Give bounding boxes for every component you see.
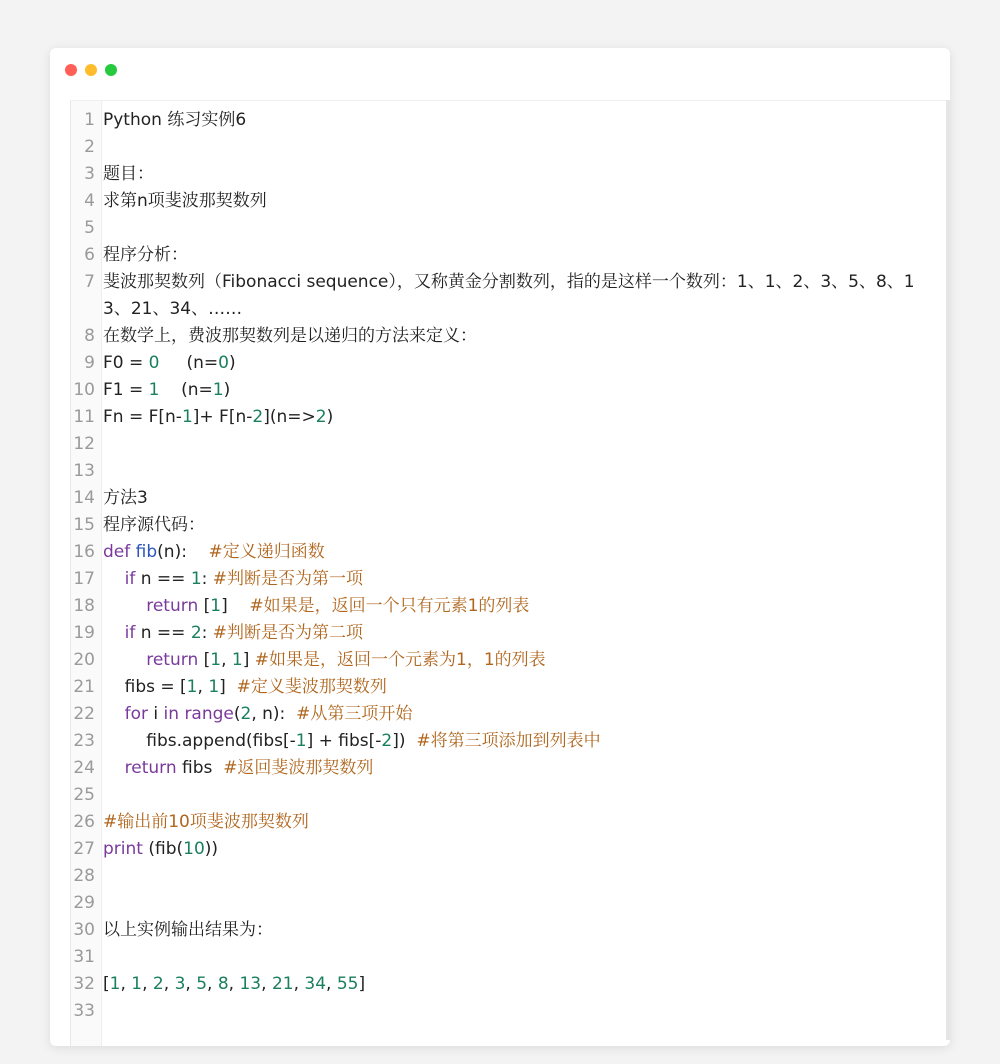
code-line bbox=[71, 971, 931, 998]
keyword-token: if bbox=[124, 569, 136, 589]
line-content bbox=[101, 890, 931, 917]
number-token: 2 bbox=[315, 407, 327, 427]
text-token: n == bbox=[135, 569, 191, 589]
keyword-token: print bbox=[103, 839, 143, 859]
text-token bbox=[103, 758, 125, 778]
text-token: 程序分析： bbox=[103, 245, 188, 265]
maximize-window-dot[interactable] bbox=[105, 64, 117, 76]
text-token: ) bbox=[326, 407, 334, 427]
line-number: 33 bbox=[73, 1001, 95, 1021]
number-token: 2 bbox=[252, 407, 264, 427]
line-number: 10 bbox=[73, 380, 95, 400]
text-token: ] bbox=[221, 596, 250, 616]
text-token: 斐波那契数列（Fibonacci sequence），又称黄金分割数列，指的是这样一个数列：1、1、2、3、5、8、13、21、34、…… bbox=[103, 272, 915, 319]
text-token: : bbox=[201, 623, 213, 643]
text-token: , bbox=[163, 974, 175, 994]
window-controls bbox=[65, 64, 117, 76]
code-line bbox=[71, 755, 931, 782]
text-token: )) bbox=[204, 839, 219, 859]
line-number: 27 bbox=[73, 839, 95, 859]
code-window bbox=[50, 48, 950, 1046]
line-number: 29 bbox=[73, 893, 95, 913]
code-line bbox=[71, 188, 931, 215]
text-token: F1 = bbox=[103, 380, 149, 400]
text-token: ) bbox=[223, 380, 231, 400]
code-line bbox=[71, 161, 931, 188]
text-token: , bbox=[197, 677, 209, 697]
comment-token: #定义斐波那契数列 bbox=[236, 677, 387, 697]
number-token: 1 bbox=[131, 974, 143, 994]
line-content bbox=[101, 215, 931, 242]
keyword-token: return bbox=[146, 596, 199, 616]
number-token: 1 bbox=[109, 974, 121, 994]
line-content bbox=[101, 728, 931, 755]
text-token: , bbox=[142, 974, 153, 994]
code-line bbox=[71, 647, 931, 674]
line-content bbox=[101, 998, 931, 1025]
code-line bbox=[71, 134, 931, 161]
code-line bbox=[71, 242, 931, 269]
code-line bbox=[71, 620, 931, 647]
line-content bbox=[101, 971, 931, 998]
comment-token: #将第三项添加到列表中 bbox=[416, 731, 601, 751]
line-content bbox=[101, 512, 931, 539]
number-token: 1 bbox=[295, 731, 307, 751]
minimize-window-dot[interactable] bbox=[85, 64, 97, 76]
keyword-token: def bbox=[103, 542, 131, 562]
line-content bbox=[101, 944, 931, 971]
function-token: fib bbox=[135, 542, 158, 562]
line-number: 30 bbox=[73, 920, 95, 940]
text-token: , bbox=[261, 974, 272, 994]
code-line bbox=[71, 782, 931, 809]
text-token: Python 练习实例6 bbox=[103, 110, 247, 130]
number-token: 2 bbox=[381, 731, 393, 751]
line-number: 8 bbox=[84, 326, 95, 346]
code-line bbox=[71, 539, 931, 566]
comment-token: #如果是，返回一个元素为1，1的列表 bbox=[254, 650, 546, 670]
line-number: 14 bbox=[73, 488, 95, 508]
text-token: (n= bbox=[159, 353, 219, 373]
line-number: 28 bbox=[73, 866, 95, 886]
text-token bbox=[103, 596, 146, 616]
code-line bbox=[71, 377, 931, 404]
text-token: ]) bbox=[392, 731, 417, 751]
code-line bbox=[71, 485, 931, 512]
code-line bbox=[71, 809, 931, 836]
number-token: 55 bbox=[336, 974, 359, 994]
code-line bbox=[71, 458, 931, 485]
number-token: 5 bbox=[196, 974, 208, 994]
text-token: n == bbox=[135, 623, 191, 643]
line-content bbox=[101, 377, 931, 404]
text-token: ](n=> bbox=[263, 407, 316, 427]
number-token: 10 bbox=[183, 839, 205, 859]
line-content bbox=[101, 674, 931, 701]
line-content bbox=[101, 647, 931, 674]
vertical-scrollbar[interactable] bbox=[946, 100, 950, 1040]
text-token: : bbox=[201, 569, 213, 589]
line-number: 1 bbox=[84, 110, 95, 130]
text-token: 程序源代码： bbox=[103, 515, 205, 535]
number-token: 0 bbox=[218, 353, 229, 373]
text-token: , bbox=[185, 974, 197, 994]
number-token: 21 bbox=[271, 974, 294, 994]
line-number: 16 bbox=[73, 542, 95, 562]
text-token: 求第n项斐波那契数列 bbox=[103, 191, 267, 211]
code-line bbox=[71, 728, 931, 755]
code-line bbox=[71, 512, 931, 539]
code-line bbox=[71, 998, 931, 1025]
text-token: , bbox=[120, 974, 132, 994]
number-token: 2 bbox=[190, 623, 202, 643]
code-lines bbox=[71, 107, 931, 1025]
text-token: i bbox=[148, 704, 164, 724]
line-content bbox=[101, 917, 931, 944]
code-line bbox=[71, 107, 931, 134]
code-line bbox=[71, 215, 931, 242]
line-content bbox=[101, 188, 931, 215]
code-line bbox=[71, 836, 931, 863]
number-token: 1 bbox=[208, 677, 220, 697]
text-token: F0 = bbox=[103, 353, 149, 373]
line-content bbox=[101, 782, 931, 809]
line-number: 2 bbox=[84, 137, 95, 157]
text-token: 题目： bbox=[103, 164, 154, 184]
line-content bbox=[101, 566, 931, 593]
line-number: 7 bbox=[84, 272, 95, 292]
code-line bbox=[71, 944, 931, 971]
number-token: 34 bbox=[304, 974, 327, 994]
line-content bbox=[101, 134, 931, 161]
comment-token: #判断是否为第一项 bbox=[212, 569, 364, 589]
text-token: 以上实例输出结果为： bbox=[103, 920, 273, 940]
line-number: 6 bbox=[84, 245, 95, 265]
line-number: 13 bbox=[73, 461, 95, 481]
number-token: 1 bbox=[210, 596, 222, 616]
line-number: 20 bbox=[73, 650, 95, 670]
line-content bbox=[101, 107, 931, 134]
text-token: , bbox=[221, 650, 232, 670]
line-number: 32 bbox=[73, 974, 95, 994]
text-token: [ bbox=[198, 650, 211, 670]
text-token: , bbox=[293, 974, 305, 994]
number-token: 1 bbox=[190, 569, 202, 589]
text-token: fibs.append(fibs[- bbox=[103, 731, 296, 751]
number-token: 13 bbox=[239, 974, 262, 994]
text-token: , bbox=[326, 974, 337, 994]
line-content bbox=[101, 404, 931, 431]
code-line bbox=[71, 863, 931, 890]
keyword-token: in bbox=[163, 704, 180, 724]
line-number: 26 bbox=[73, 812, 95, 832]
comment-token: #判断是否为第二项 bbox=[212, 623, 364, 643]
close-window-dot[interactable] bbox=[65, 64, 77, 76]
text-token: [ bbox=[198, 596, 211, 616]
comment-token: #返回斐波那契数列 bbox=[223, 758, 374, 778]
comment-token: #从第三项开始 bbox=[296, 704, 413, 724]
line-content bbox=[101, 323, 931, 350]
text-token: ] + fibs[- bbox=[306, 731, 382, 751]
comment-token: #输出前10项斐波那契数列 bbox=[103, 812, 309, 832]
text-token: (n): bbox=[157, 542, 209, 562]
line-content bbox=[101, 539, 931, 566]
line-content bbox=[101, 755, 931, 782]
number-token: 1 bbox=[212, 380, 224, 400]
number-token: 2 bbox=[152, 974, 164, 994]
line-number: 23 bbox=[73, 731, 95, 751]
keyword-token: range bbox=[184, 704, 234, 724]
code-line bbox=[71, 593, 931, 620]
line-number: 17 bbox=[73, 569, 95, 589]
line-number: 5 bbox=[84, 218, 95, 238]
line-content bbox=[101, 809, 931, 836]
number-token: 1 bbox=[181, 407, 193, 427]
line-content bbox=[101, 431, 931, 458]
line-number: 3 bbox=[84, 164, 95, 184]
code-line bbox=[71, 404, 931, 431]
line-content bbox=[101, 485, 931, 512]
code-line bbox=[71, 431, 931, 458]
text-token bbox=[103, 569, 125, 589]
code-line bbox=[71, 269, 931, 323]
line-number: 12 bbox=[73, 434, 95, 454]
text-token: ] bbox=[219, 677, 237, 697]
text-token bbox=[103, 623, 125, 643]
line-number: 24 bbox=[73, 758, 95, 778]
line-number: 31 bbox=[73, 947, 95, 967]
line-number: 18 bbox=[73, 596, 95, 616]
line-number: 25 bbox=[73, 785, 95, 805]
line-number: 19 bbox=[73, 623, 95, 643]
keyword-token: if bbox=[124, 623, 136, 643]
code-editor[interactable] bbox=[70, 100, 947, 1046]
code-line bbox=[71, 674, 931, 701]
line-content bbox=[101, 350, 931, 377]
text-token: (n= bbox=[159, 380, 213, 400]
number-token: 1 bbox=[210, 650, 222, 670]
number-token: 0 bbox=[148, 353, 160, 373]
line-number: 15 bbox=[73, 515, 95, 535]
line-content bbox=[101, 593, 931, 620]
code-line bbox=[71, 350, 931, 377]
text-token: , bbox=[228, 974, 240, 994]
number-token: 2 bbox=[240, 704, 252, 724]
keyword-token: return bbox=[124, 758, 177, 778]
text-token: ) bbox=[228, 353, 236, 373]
number-token: 1 bbox=[186, 677, 198, 697]
line-number: 22 bbox=[73, 704, 95, 724]
line-number: 11 bbox=[73, 407, 95, 427]
text-token bbox=[103, 650, 146, 670]
number-token: 1 bbox=[231, 650, 243, 670]
text-token: , n): bbox=[251, 704, 297, 724]
number-token: 1 bbox=[148, 380, 160, 400]
text-token: 方法3 bbox=[103, 488, 148, 508]
number-token: 3 bbox=[174, 974, 186, 994]
code-line bbox=[71, 566, 931, 593]
comment-token: #定义递归函数 bbox=[208, 542, 325, 562]
line-content bbox=[101, 620, 931, 647]
line-content bbox=[101, 836, 931, 863]
text-token: Fn = F[n- bbox=[103, 407, 182, 427]
line-content bbox=[101, 242, 931, 269]
text-token: ] bbox=[358, 974, 366, 994]
code-line bbox=[71, 890, 931, 917]
line-number: 21 bbox=[73, 677, 95, 697]
line-number: 9 bbox=[84, 353, 95, 373]
number-token: 8 bbox=[217, 974, 229, 994]
keyword-token: return bbox=[146, 650, 199, 670]
text-token: ( bbox=[233, 704, 241, 724]
text-token: ]+ F[n- bbox=[192, 407, 253, 427]
comment-token: #如果是，返回一个只有元素1的列表 bbox=[249, 596, 530, 616]
text-token: fibs bbox=[176, 758, 224, 778]
text-token: [ bbox=[103, 974, 110, 994]
line-content bbox=[101, 161, 931, 188]
code-line bbox=[71, 701, 931, 728]
line-number: 4 bbox=[84, 191, 95, 211]
text-token bbox=[103, 704, 125, 724]
keyword-token: for bbox=[124, 704, 148, 724]
text-token: fibs = [ bbox=[103, 677, 187, 697]
code-line bbox=[71, 323, 931, 350]
code-line bbox=[71, 917, 931, 944]
line-content bbox=[101, 701, 931, 728]
line-content bbox=[101, 269, 931, 323]
text-token: ] bbox=[242, 650, 255, 670]
text-token: (fib( bbox=[142, 839, 184, 859]
line-content bbox=[101, 458, 931, 485]
line-content bbox=[101, 863, 931, 890]
text-token: , bbox=[207, 974, 218, 994]
text-token: 在数学上，费波那契数列是以递归的方法来定义： bbox=[103, 326, 477, 346]
